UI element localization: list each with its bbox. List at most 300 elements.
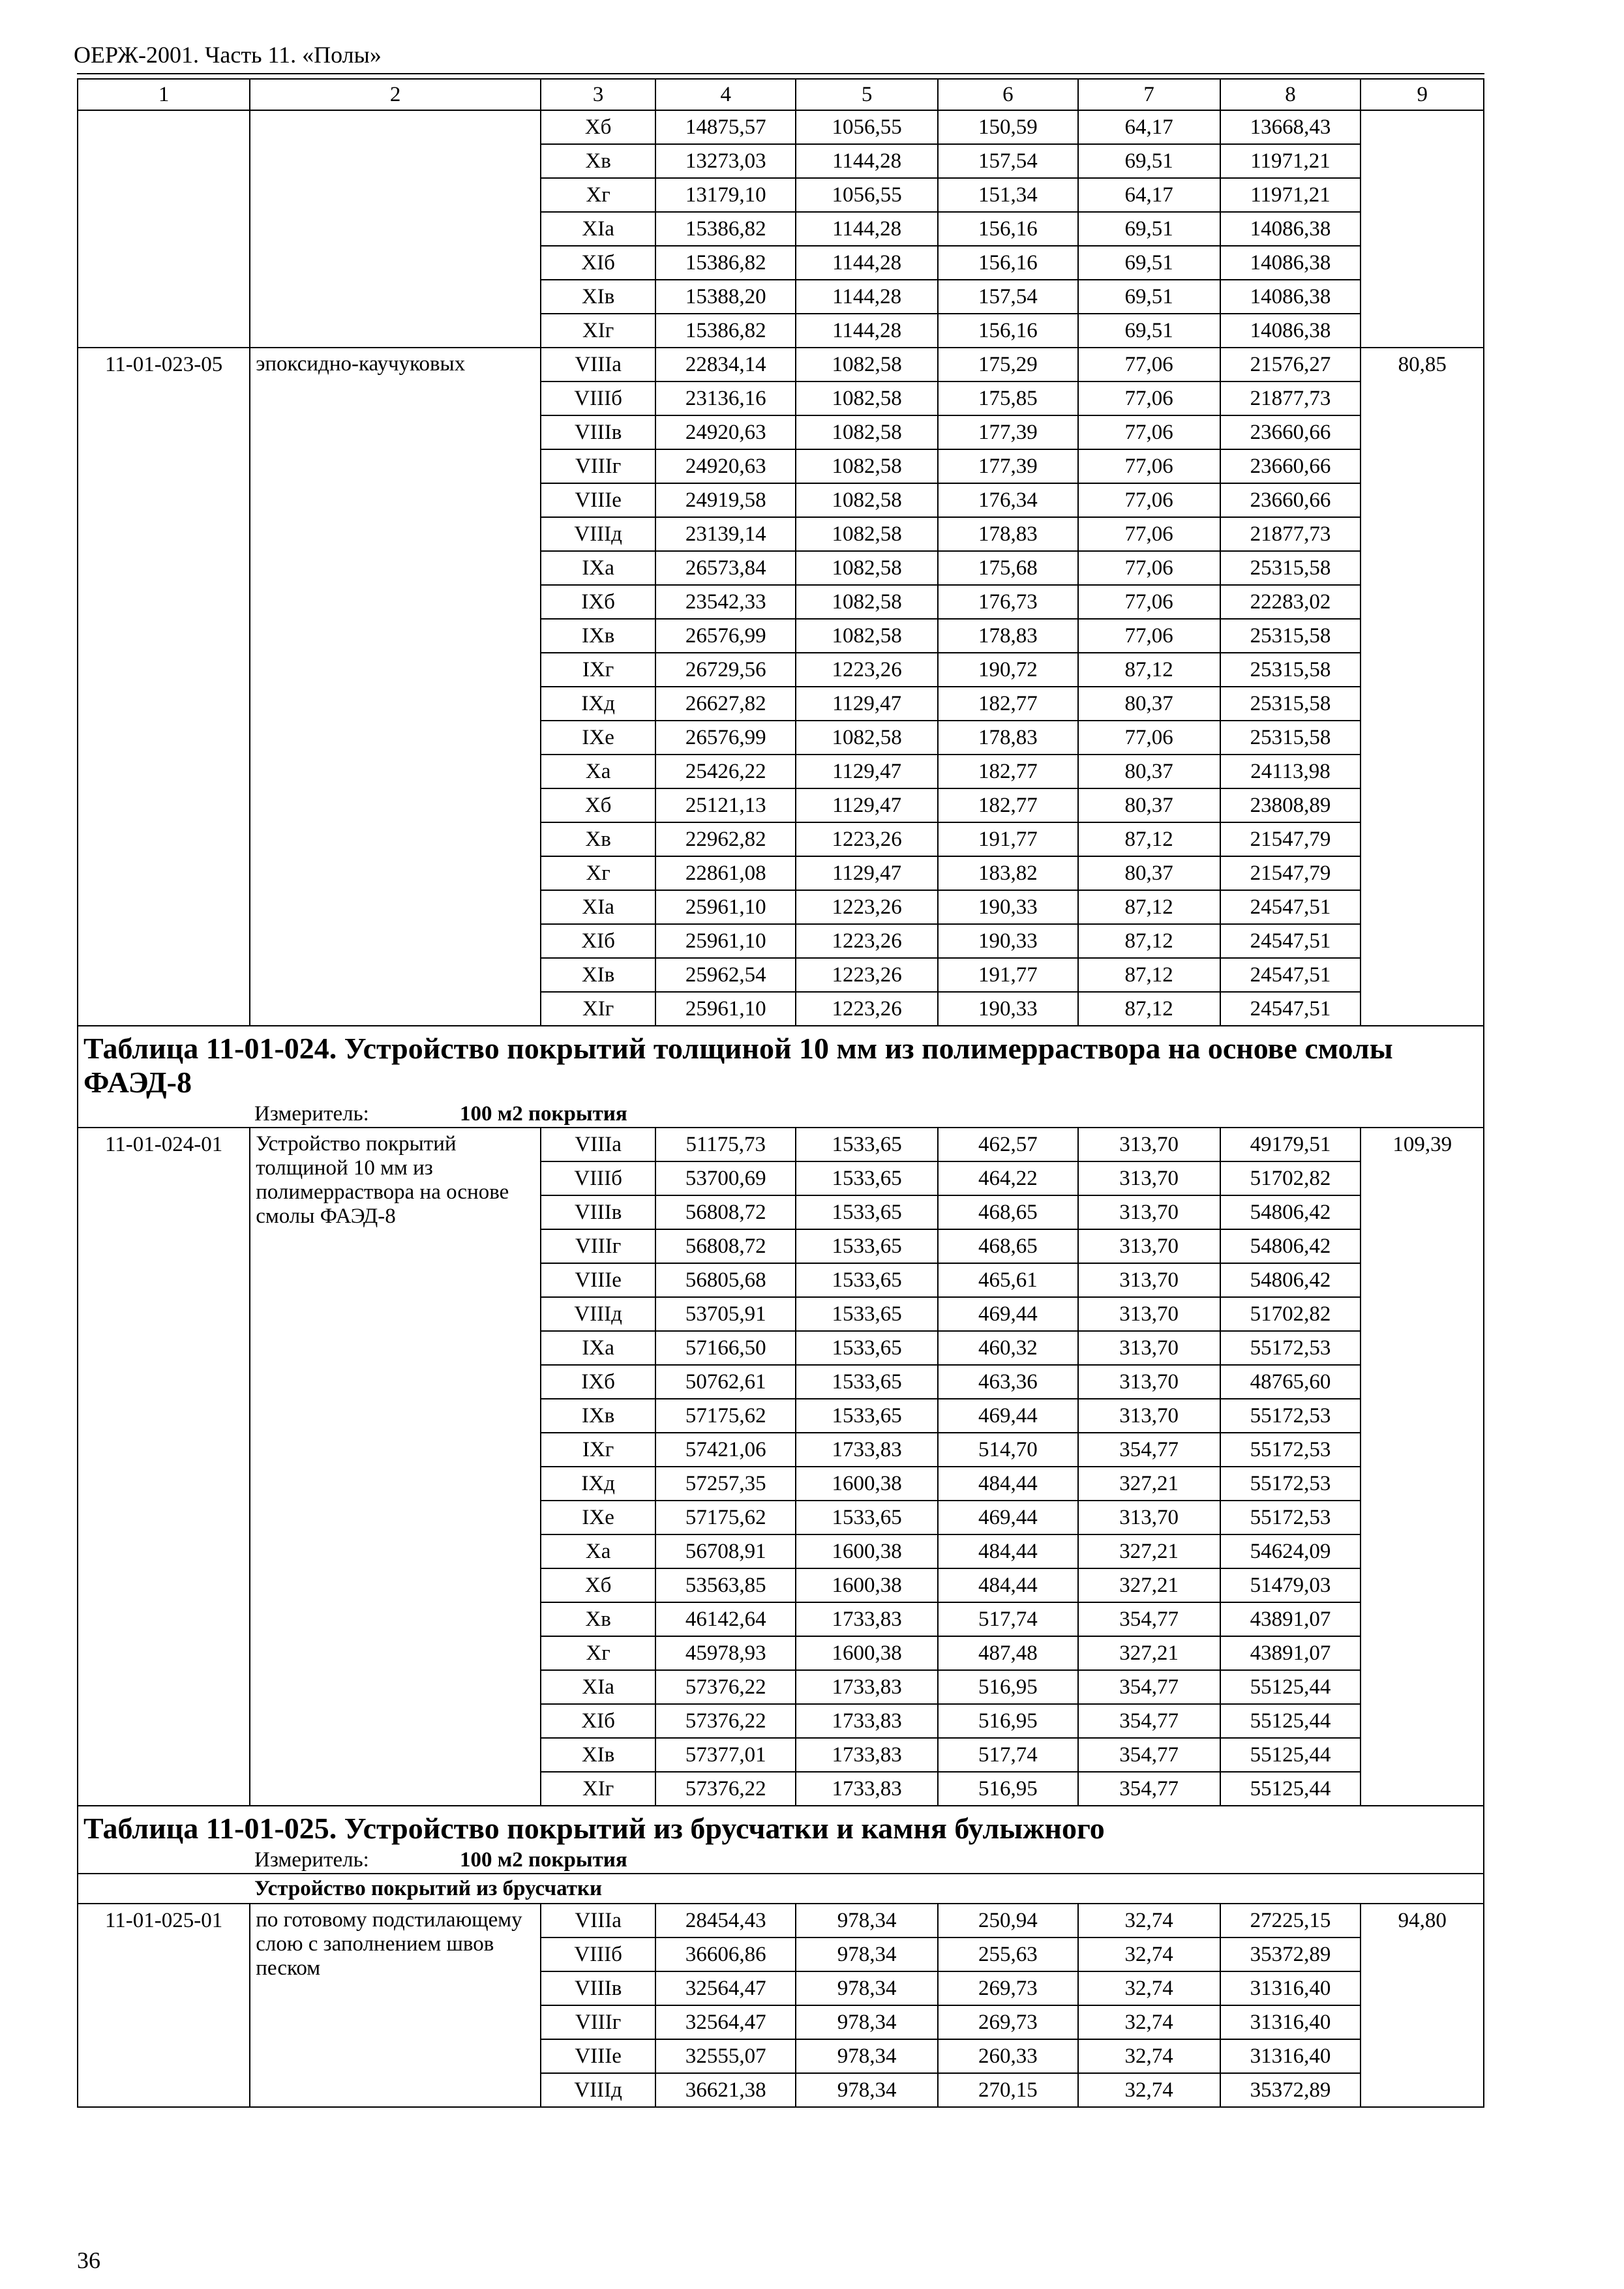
table-cell: 22962,82 [655, 822, 796, 856]
table-cell: 77,06 [1078, 415, 1220, 449]
table-cell: 269,73 [938, 1971, 1078, 2005]
table-cell: XIа [541, 890, 655, 924]
table-cell: 35372,89 [1220, 1937, 1361, 1971]
table-cell: 87,12 [1078, 653, 1220, 687]
table-cell: 1223,26 [796, 958, 938, 992]
table-cell: 1733,83 [796, 1602, 938, 1636]
table-cell: 516,95 [938, 1670, 1078, 1704]
table-cell: 21547,79 [1220, 856, 1361, 890]
table-cell: 15386,82 [655, 314, 796, 348]
table-cell: 514,70 [938, 1433, 1078, 1467]
table-cell: 178,83 [938, 619, 1078, 653]
table-cell: 80,37 [1078, 856, 1220, 890]
table-cell: 1733,83 [796, 1670, 938, 1704]
table-cell: 327,21 [1078, 1467, 1220, 1501]
table-cell: 484,44 [938, 1467, 1078, 1501]
table-cell: 1533,65 [796, 1161, 938, 1195]
table-cell: 21877,73 [1220, 382, 1361, 415]
name-cell [250, 110, 541, 348]
table-cell: 24547,51 [1220, 958, 1361, 992]
price-table [77, 78, 1484, 2108]
table-cell: 313,70 [1078, 1263, 1220, 1297]
table-cell: 182,77 [938, 788, 1078, 822]
table-cell: 354,77 [1078, 1704, 1220, 1738]
table-cell: 23542,33 [655, 585, 796, 619]
header-rule [77, 73, 1484, 74]
table-cell: 32,74 [1078, 1937, 1220, 1971]
table-cell: 1144,28 [796, 314, 938, 348]
table-cell: 26627,82 [655, 687, 796, 721]
table-cell: VIIIг [541, 2005, 655, 2039]
table-cell: 15386,82 [655, 246, 796, 280]
table-cell: Хб [541, 110, 655, 144]
col9-cell [1361, 110, 1484, 348]
table-cell: 57175,62 [655, 1399, 796, 1433]
table-cell: 1223,26 [796, 924, 938, 958]
table-cell: 25315,58 [1220, 551, 1361, 585]
col9-cell: 109,39 [1361, 1128, 1484, 1806]
table-cell: 54806,42 [1220, 1263, 1361, 1297]
table-cell: 56708,91 [655, 1534, 796, 1568]
table-cell: 150,59 [938, 110, 1078, 144]
measure-row [78, 1847, 1484, 1874]
table-cell: 51702,82 [1220, 1161, 1361, 1195]
table-cell: 55172,53 [1220, 1467, 1361, 1501]
table-cell: 14086,38 [1220, 314, 1361, 348]
table-cell: 484,44 [938, 1568, 1078, 1602]
measure-label: Измеритель: [254, 1102, 369, 1126]
table-cell: 156,16 [938, 246, 1078, 280]
table-cell: XIв [541, 280, 655, 314]
table-cell: 270,15 [938, 2073, 1078, 2107]
table-cell: 56808,72 [655, 1195, 796, 1229]
table-cell: 77,06 [1078, 619, 1220, 653]
measure-cell [78, 1847, 1484, 1874]
table-cell: 156,16 [938, 212, 1078, 246]
table-cell: 1223,26 [796, 992, 938, 1026]
table-cell: 191,77 [938, 822, 1078, 856]
name-cell: по готовому подстилающему слою с заполнением швов песком [250, 1904, 541, 2107]
table-cell: Ха [541, 755, 655, 788]
table-cell: IXг [541, 653, 655, 687]
table-cell: 32,74 [1078, 2039, 1220, 2073]
table-title-row [78, 1806, 1484, 1847]
table-cell: Хг [541, 1636, 655, 1670]
table-cell: 43891,07 [1220, 1602, 1361, 1636]
table-cell: 313,70 [1078, 1128, 1220, 1161]
table-cell: 1223,26 [796, 653, 938, 687]
table-cell: 1600,38 [796, 1467, 938, 1501]
table-cell: 354,77 [1078, 1670, 1220, 1704]
table-cell: 36621,38 [655, 2073, 796, 2107]
table-cell: 35372,89 [1220, 2073, 1361, 2107]
table-cell: 469,44 [938, 1501, 1078, 1534]
table-cell: 176,73 [938, 585, 1078, 619]
table-cell: 23660,66 [1220, 415, 1361, 449]
table-cell: 183,82 [938, 856, 1078, 890]
table-cell: 327,21 [1078, 1534, 1220, 1568]
column-number: 4 [655, 79, 796, 110]
table-cell: 87,12 [1078, 958, 1220, 992]
table-cell: 1533,65 [796, 1331, 938, 1365]
table-cell: VIIIв [541, 1195, 655, 1229]
code-cell [78, 110, 250, 348]
table-cell: VIIIв [541, 415, 655, 449]
table-cell: 22861,08 [655, 856, 796, 890]
table-cell: 313,70 [1078, 1297, 1220, 1331]
table-cell: 31316,40 [1220, 2005, 1361, 2039]
column-number: 7 [1078, 79, 1220, 110]
table-cell: IXг [541, 1433, 655, 1467]
table-cell: 516,95 [938, 1772, 1078, 1806]
table-cell: 57257,35 [655, 1467, 796, 1501]
table-cell: 64,17 [1078, 178, 1220, 212]
table-cell: 1144,28 [796, 280, 938, 314]
table-cell: 1533,65 [796, 1229, 938, 1263]
table-cell: 69,51 [1078, 314, 1220, 348]
table-cell: 1144,28 [796, 144, 938, 178]
table-cell: 46142,64 [655, 1602, 796, 1636]
table-cell: 178,83 [938, 721, 1078, 755]
table-row [78, 348, 1484, 382]
table-cell: 57376,22 [655, 1772, 796, 1806]
table-cell: 175,85 [938, 382, 1078, 415]
table-cell: 25315,58 [1220, 721, 1361, 755]
table-cell: 80,37 [1078, 687, 1220, 721]
table-cell: IXд [541, 1467, 655, 1501]
table-cell: 190,72 [938, 653, 1078, 687]
table-cell: 77,06 [1078, 382, 1220, 415]
table-cell: 175,68 [938, 551, 1078, 585]
table-cell: 313,70 [1078, 1331, 1220, 1365]
table-cell: 468,65 [938, 1229, 1078, 1263]
measure-label: Измеритель: [254, 1848, 369, 1872]
table-cell: 1533,65 [796, 1128, 938, 1161]
name-cell: Устройство покрытий толщиной 10 мм из полимерраствора на основе смолы ФАЭД-8 [250, 1128, 541, 1806]
table-cell: VIIIб [541, 382, 655, 415]
table-cell: VIIIг [541, 449, 655, 483]
table-cell: 1082,58 [796, 415, 938, 449]
table-cell: 1733,83 [796, 1738, 938, 1772]
table-cell: 23660,66 [1220, 483, 1361, 517]
table-cell: 25315,58 [1220, 687, 1361, 721]
name-cell: эпоксидно-каучуковых [250, 348, 541, 1026]
table-cell: 69,51 [1078, 144, 1220, 178]
table-cell: 55172,53 [1220, 1331, 1361, 1365]
table-cell: 1056,55 [796, 178, 938, 212]
table-cell: 1533,65 [796, 1399, 938, 1433]
table-cell: 25315,58 [1220, 619, 1361, 653]
table-cell: 1082,58 [796, 585, 938, 619]
table-cell: 24113,98 [1220, 755, 1361, 788]
table-cell: 23808,89 [1220, 788, 1361, 822]
table-cell: 57376,22 [655, 1670, 796, 1704]
table-cell: VIIIа [541, 1128, 655, 1161]
table-cell: 1600,38 [796, 1636, 938, 1670]
table-cell: IXе [541, 1501, 655, 1534]
code-cell: 11-01-025-01 [78, 1904, 250, 2107]
table-cell: 36606,86 [655, 1937, 796, 1971]
table-cell: 57175,62 [655, 1501, 796, 1534]
table-cell: 1082,58 [796, 721, 938, 755]
table-cell: 21877,73 [1220, 517, 1361, 551]
table-cell: 190,33 [938, 924, 1078, 958]
code-cell: 11-01-024-01 [78, 1128, 250, 1806]
table-cell: 69,51 [1078, 246, 1220, 280]
table-cell: 31316,40 [1220, 2039, 1361, 2073]
table-cell: 55172,53 [1220, 1399, 1361, 1433]
table-cell: IXа [541, 1331, 655, 1365]
table-cell: 460,32 [938, 1331, 1078, 1365]
table-cell: 1082,58 [796, 449, 938, 483]
table-cell: 54806,42 [1220, 1195, 1361, 1229]
table-cell: 182,77 [938, 687, 1078, 721]
table-cell: 177,39 [938, 415, 1078, 449]
table-cell: 13273,03 [655, 144, 796, 178]
table-cell: 1223,26 [796, 822, 938, 856]
table-cell: 1082,58 [796, 483, 938, 517]
table-cell: 13668,43 [1220, 110, 1361, 144]
table-title-row [78, 1026, 1484, 1101]
table-cell: 51702,82 [1220, 1297, 1361, 1331]
table-cell: 465,61 [938, 1263, 1078, 1297]
table-cell: VIIIд [541, 2073, 655, 2107]
table-cell: 87,12 [1078, 924, 1220, 958]
table-cell: Хв [541, 1602, 655, 1636]
measure-row [78, 1101, 1484, 1128]
table-cell: XIг [541, 314, 655, 348]
table-cell: 55125,44 [1220, 1704, 1361, 1738]
table-cell: 327,21 [1078, 1568, 1220, 1602]
table-cell: 313,70 [1078, 1365, 1220, 1399]
table-cell: XIв [541, 1738, 655, 1772]
table-cell: 1733,83 [796, 1433, 938, 1467]
table-cell: Хв [541, 144, 655, 178]
table-cell: 1082,58 [796, 551, 938, 585]
table-cell: 77,06 [1078, 449, 1220, 483]
table-cell: IXа [541, 551, 655, 585]
table-cell: XIб [541, 246, 655, 280]
table-cell: 15388,20 [655, 280, 796, 314]
table-cell: 517,74 [938, 1602, 1078, 1636]
table-cell: 313,70 [1078, 1195, 1220, 1229]
table-cell: 26729,56 [655, 653, 796, 687]
table-cell: VIIIб [541, 1937, 655, 1971]
table-cell: 69,51 [1078, 280, 1220, 314]
table-cell: 469,44 [938, 1297, 1078, 1331]
measure-cell [78, 1101, 1484, 1128]
col9-cell: 94,80 [1361, 1904, 1484, 2107]
table-cell: 1600,38 [796, 1568, 938, 1602]
table-cell: 57376,22 [655, 1704, 796, 1738]
table-cell: 313,70 [1078, 1399, 1220, 1433]
table-cell: 354,77 [1078, 1772, 1220, 1806]
column-number: 3 [541, 79, 655, 110]
table-cell: VIIIе [541, 1263, 655, 1297]
table-cell: XIа [541, 1670, 655, 1704]
table-cell: VIIIе [541, 483, 655, 517]
table-cell: 54624,09 [1220, 1534, 1361, 1568]
table-cell: VIIIб [541, 1161, 655, 1195]
table-cell: 1082,58 [796, 348, 938, 382]
table-cell: 26573,84 [655, 551, 796, 585]
table-cell: 48765,60 [1220, 1365, 1361, 1399]
table-cell: 57166,50 [655, 1331, 796, 1365]
table-cell: 51175,73 [655, 1128, 796, 1161]
table-cell: VIIIд [541, 1297, 655, 1331]
table-cell: 469,44 [938, 1399, 1078, 1433]
table-cell: 32,74 [1078, 2005, 1220, 2039]
table-cell: 1082,58 [796, 517, 938, 551]
table-cell: 255,63 [938, 1937, 1078, 1971]
table-cell: 487,48 [938, 1636, 1078, 1670]
table-cell: 978,34 [796, 1904, 938, 1937]
table-cell: VIIIе [541, 2039, 655, 2073]
table-cell: 56808,72 [655, 1229, 796, 1263]
table-cell: 190,33 [938, 992, 1078, 1026]
table-cell: 182,77 [938, 755, 1078, 788]
table-title: Таблица 11-01-024. Устройство покрытий толщиной 10 мм из полимерраствора на основе смолы ФАЭД-8 [78, 1026, 1484, 1101]
table-cell: 157,54 [938, 280, 1078, 314]
table-cell: VIIIг [541, 1229, 655, 1263]
table-cell: 14086,38 [1220, 280, 1361, 314]
table-cell: 1533,65 [796, 1195, 938, 1229]
table-cell: 1056,55 [796, 110, 938, 144]
table-cell: VIIIа [541, 348, 655, 382]
table-cell: 468,65 [938, 1195, 1078, 1229]
table-cell: 463,36 [938, 1365, 1078, 1399]
table-cell: 51479,03 [1220, 1568, 1361, 1602]
table-cell: 57377,01 [655, 1738, 796, 1772]
table-cell: IXб [541, 585, 655, 619]
table-cell: 1533,65 [796, 1297, 938, 1331]
table-cell: 313,70 [1078, 1161, 1220, 1195]
table-cell: 24547,51 [1220, 924, 1361, 958]
table-cell: 1533,65 [796, 1501, 938, 1534]
table-cell: IXе [541, 721, 655, 755]
table-cell: 156,16 [938, 314, 1078, 348]
table-cell: 978,34 [796, 1937, 938, 1971]
table-cell: 32555,07 [655, 2039, 796, 2073]
table-cell: 49179,51 [1220, 1128, 1361, 1161]
table-cell: 327,21 [1078, 1636, 1220, 1670]
table-cell: 32,74 [1078, 1971, 1220, 2005]
table-cell: 484,44 [938, 1534, 1078, 1568]
table-cell: IXв [541, 619, 655, 653]
table-cell: 23139,14 [655, 517, 796, 551]
table-cell: 14875,57 [655, 110, 796, 144]
table-cell: 191,77 [938, 958, 1078, 992]
table-cell: 87,12 [1078, 992, 1220, 1026]
table-cell: 25315,58 [1220, 653, 1361, 687]
table-cell: 1082,58 [796, 619, 938, 653]
table-cell: 151,34 [938, 178, 1078, 212]
table-cell: 77,06 [1078, 551, 1220, 585]
table-cell: 178,83 [938, 517, 1078, 551]
code-cell: 11-01-023-05 [78, 348, 250, 1026]
table-cell: 25426,22 [655, 755, 796, 788]
table-cell: 269,73 [938, 2005, 1078, 2039]
table-cell: 53700,69 [655, 1161, 796, 1195]
table-cell: 1082,58 [796, 382, 938, 415]
table-cell: 50762,61 [655, 1365, 796, 1399]
table-cell: XIг [541, 992, 655, 1026]
table-cell: 15386,82 [655, 212, 796, 246]
table-cell: 354,77 [1078, 1738, 1220, 1772]
table-cell: Хб [541, 1568, 655, 1602]
table-cell: 22283,02 [1220, 585, 1361, 619]
table-cell: Хг [541, 178, 655, 212]
table-cell: Ха [541, 1534, 655, 1568]
table-cell: 14086,38 [1220, 212, 1361, 246]
table-cell: 23660,66 [1220, 449, 1361, 483]
table-cell: 1533,65 [796, 1365, 938, 1399]
table-cell: 978,34 [796, 2073, 938, 2107]
table-cell: 54806,42 [1220, 1229, 1361, 1263]
table-cell: 69,51 [1078, 212, 1220, 246]
table-cell: IXд [541, 687, 655, 721]
table-cell: 14086,38 [1220, 246, 1361, 280]
table-cell: 27225,15 [1220, 1904, 1361, 1937]
table-cell: 77,06 [1078, 348, 1220, 382]
table-cell: 64,17 [1078, 110, 1220, 144]
table-cell: 55172,53 [1220, 1433, 1361, 1467]
table-cell: 354,77 [1078, 1433, 1220, 1467]
table-cell: 354,77 [1078, 1602, 1220, 1636]
table-cell: 464,22 [938, 1161, 1078, 1195]
table-title: Таблица 11-01-025. Устройство покрытий из брусчатки и камня булыжного [78, 1806, 1484, 1847]
table-cell: 56805,68 [655, 1263, 796, 1297]
table-cell: Хб [541, 788, 655, 822]
table-cell: 24920,63 [655, 415, 796, 449]
table-cell: 250,94 [938, 1904, 1078, 1937]
table-cell: 55125,44 [1220, 1738, 1361, 1772]
table-cell: 80,37 [1078, 755, 1220, 788]
table-row [78, 1904, 1484, 1937]
table-cell: XIг [541, 1772, 655, 1806]
table-cell: 45978,93 [655, 1636, 796, 1670]
table-cell: 87,12 [1078, 890, 1220, 924]
table-cell: 25961,10 [655, 890, 796, 924]
table-cell: 55172,53 [1220, 1501, 1361, 1534]
table-cell: 516,95 [938, 1704, 1078, 1738]
column-number: 6 [938, 79, 1078, 110]
running-header: ОЕРЖ-2001. Часть 11. «Полы» [74, 42, 382, 68]
table-cell: XIб [541, 924, 655, 958]
table-cell: 55125,44 [1220, 1670, 1361, 1704]
table-cell: 1600,38 [796, 1534, 938, 1568]
table-cell: 517,74 [938, 1738, 1078, 1772]
table-cell: 77,06 [1078, 517, 1220, 551]
column-number: 2 [250, 79, 541, 110]
table-cell: 21576,27 [1220, 348, 1361, 382]
table-cell: 43891,07 [1220, 1636, 1361, 1670]
table-cell: 1733,83 [796, 1772, 938, 1806]
column-number: 8 [1220, 79, 1361, 110]
table-cell: 190,33 [938, 890, 1078, 924]
table-cell: 1144,28 [796, 246, 938, 280]
table-cell: Хв [541, 822, 655, 856]
table-cell: 175,29 [938, 348, 1078, 382]
table-row [78, 1128, 1484, 1161]
table-cell: 1129,47 [796, 788, 938, 822]
column-number: 5 [796, 79, 938, 110]
table-cell: 978,34 [796, 2005, 938, 2039]
table-cell: 28454,43 [655, 1904, 796, 1937]
table-cell: 32,74 [1078, 2073, 1220, 2107]
table-cell: 978,34 [796, 1971, 938, 2005]
table-cell: 32564,47 [655, 1971, 796, 2005]
